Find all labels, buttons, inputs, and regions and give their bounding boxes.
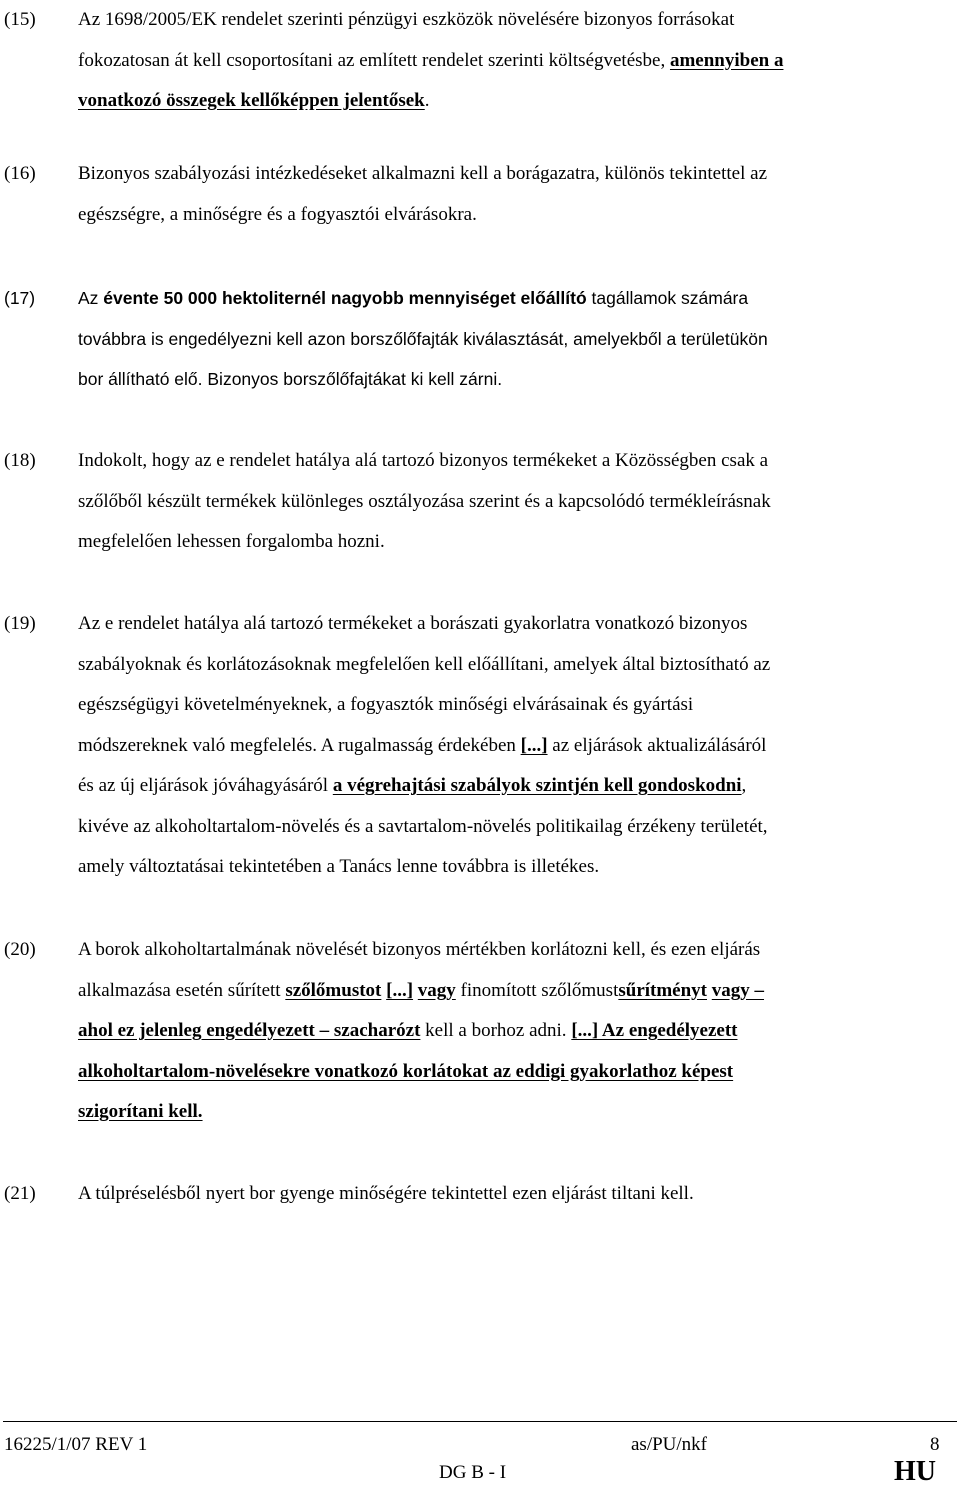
paragraph-number: (18): [4, 450, 36, 471]
paragraph-text: A borok alkoholtartalmának növelését bizonyos mértékben korlátozni kell, és ezen eljárás alkalmazása esetén sűrített szőlőmustot [...] vagy finomított szőlőmustsűrítményt vagy – ahol ez jelenleg engedélyezett – szacharózt kell a borhoz adni. [...] Az engedélyezett alkoholtartalom-növelésekre vonatkozó korlátokat az eddigi gyakorlathoz képest szigorítani kell.: [78, 939, 765, 1122]
paragraph-number: (16): [4, 163, 36, 184]
paragraph-text: Az e rendelet hatálya alá tartozó termékeket a borászati gyakorlatra vonatkozó bizonyos szabályoknak és korlátozásoknak megfelelően kell előállítani, amelyek által biztosítható az egészségügyi követelményeknek, a fogyasztók minőségi elvárásainak és gyártási módszereknek való megfelelés. A rugalmasság érdekében [...] az eljárások aktualizálásáról és az új eljárások jóváhagyásáról a végrehajtási szabályok szintjén kell gondoskodni, kivéve az alkoholtartalom-növelés és a savtartalom-növelés politikailag érzékeny területét, amely változtatásai tekintetében a Tanács lenne továbbra is illetékes.: [78, 613, 771, 877]
paragraph-number: (20): [4, 939, 36, 960]
paragraph-number: (21): [4, 1183, 36, 1204]
paragraph-text: Bizonyos szabályozási intézkedéseket alkalmazni kell a borágazatra, különös tekintettel az egészségre, a minőségre és a fogyasztói elvárásokra.: [78, 163, 768, 225]
footer-doc-ref: 16225/1/07 REV 1: [4, 1434, 148, 1455]
paragraph-number: (15): [4, 9, 36, 30]
footer-directorate: DG B - I: [439, 1462, 507, 1483]
paragraph-number: (19): [4, 613, 36, 634]
paragraph-text: A túlpréselésből nyert bor gyenge minőségére tekintettel ezen eljárást tiltani kell.: [78, 1183, 694, 1204]
paragraph-text: Az évente 50 000 hektoliternél nagyobb mennyiséget előállító tagállamok számára továbbra is engedélyezni kell azon borszőlőfajták kiválasztását, amelyekből a területükön bor állítható elő. Bizonyos borszőlőfajtákat ki kell zárni.: [78, 288, 768, 389]
paragraph-text: Indokolt, hogy az e rendelet hatálya alá tartozó bizonyos termékeket a Közösségben csak a szőlőből készült termékek különleges osztályozása szerint és a kapcsolódó termékleírásnak megfelelően lehessen forgalomba hozni.: [78, 450, 771, 552]
footer-initials: as/PU/nkf: [631, 1434, 707, 1455]
footer-page-number: 8: [930, 1434, 940, 1455]
footer-language: HU: [894, 1456, 936, 1487]
paragraph-number: (17): [4, 288, 36, 308]
paragraph-text: Az 1698/2005/EK rendelet szerinti pénzügyi eszközök növelésére bizonyos forrásokat fokozatosan át kell csoportosítani az említett rendelet szerinti költségvetésbe, amennyiben a vonatkozó összegek kellőképpen jelentősek.: [78, 9, 784, 111]
footer-divider: [3, 1421, 957, 1422]
